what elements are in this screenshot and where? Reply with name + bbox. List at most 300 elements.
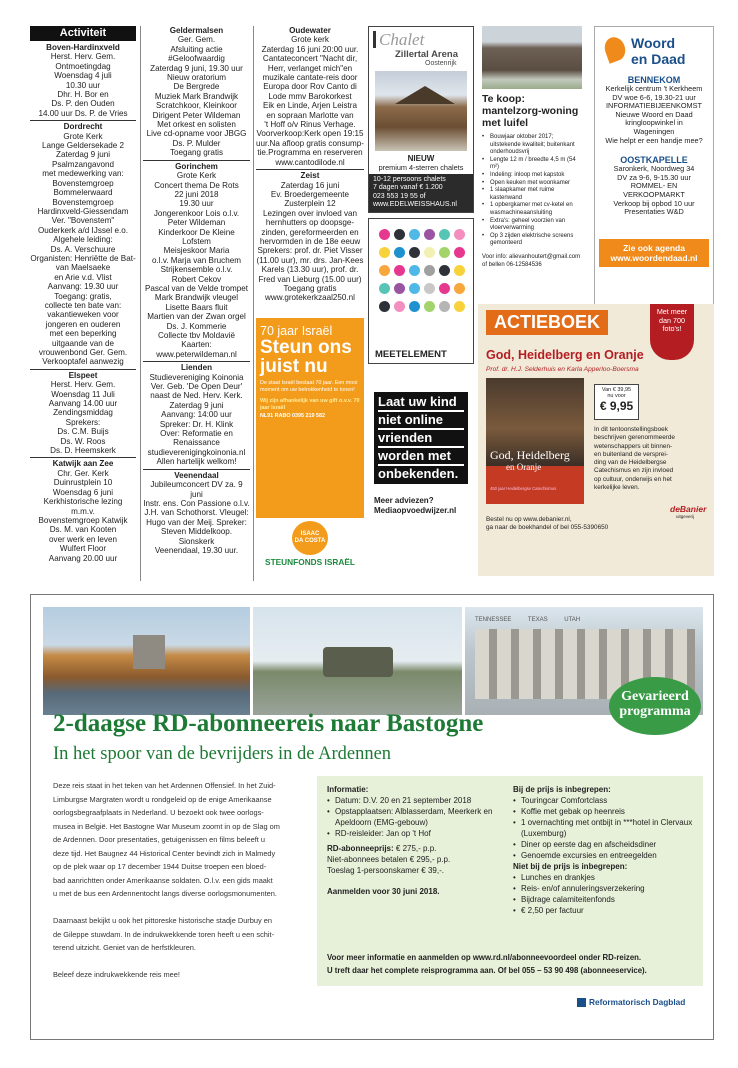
bullet-icon: • xyxy=(327,807,330,816)
event-line: Grote Kerk xyxy=(176,171,217,181)
body-line: bad aanrichtten onder Amerikaanse soldaten. O.l.v. een gids maakt xyxy=(53,875,273,885)
reis-footer-1: Voor meer informatie en aanmelden op www.rd.nl/abonneevoordeel onder RD-reizen. xyxy=(327,953,642,962)
color-dot xyxy=(454,265,465,276)
event-line: Zaterdag 16 juni xyxy=(280,180,340,190)
list-item: Genoemde excursies en entreegelden • xyxy=(513,851,657,860)
list-item: Open keuken met woonkamer • xyxy=(482,179,571,186)
color-dot xyxy=(439,247,450,258)
online-line-5: onbekenden. xyxy=(378,466,459,481)
info-title: Informatie: xyxy=(327,785,369,794)
incl-title: Bij de prijs is inbegrepen: xyxy=(513,785,611,794)
list-item: 1 opbergkamer met cv-ketel en wasmachineaansluiting • xyxy=(482,202,573,216)
list-item: Nieuwe Woord en Daad xyxy=(615,109,693,119)
event-line: Jubileumconcert DV za. 9 juni xyxy=(150,480,243,499)
event-line: Ger. Gem. xyxy=(177,35,216,45)
event-line: uitgaande van de xyxy=(51,338,115,348)
event-line: 14.00 uur Ds. P. de Vries xyxy=(38,108,128,118)
event-line: Studievereniging Koinonia xyxy=(149,372,244,382)
old-price: Van € 39,95 xyxy=(601,387,632,393)
bullet-icon: • xyxy=(482,179,485,186)
event-line: Woensdag 6 juni xyxy=(52,487,114,497)
event-line: J.H. van Schothorst. Vleugel: xyxy=(144,508,249,518)
event-line: Instr. ens. Con Passione o.l.v. xyxy=(143,498,250,508)
list-item: Presentaties W&D xyxy=(624,207,684,217)
event-line: hervormden in de 18e eeuw xyxy=(259,236,361,246)
meetelement-label: MEETELEMENT xyxy=(375,349,447,360)
info-left xyxy=(327,784,507,897)
event-line: Herst. Herv. Gem. xyxy=(50,52,116,62)
list-item: 1 slaapkamer met ruime kastenwand • xyxy=(482,187,555,201)
event-line: Zaterdag 9 juni xyxy=(56,150,110,160)
body-line: Limburgse Margraten wordt u rondgeleid op de enige Amerikaanse xyxy=(53,794,272,804)
excl-list xyxy=(513,872,699,916)
list-item: kringloopwinkel in xyxy=(625,118,683,128)
event-line: hernhutters op doopsge- xyxy=(265,218,355,228)
event-line: Over: Reformatie en xyxy=(160,429,233,439)
event-line: Concert thema De Rots xyxy=(154,180,239,190)
list-item: Op 3 zijden elektrische screens gemonteerd • xyxy=(482,232,574,247)
color-dot xyxy=(439,283,450,294)
actieboek-authors: Prof. dr. H.J. Selderhuis en Karla Apperloo-Boersma xyxy=(486,366,639,373)
list-item: ding van de Heidelbergse xyxy=(594,459,667,467)
event-line: De Bergrede xyxy=(173,82,220,92)
bullet-icon: • xyxy=(327,829,330,838)
woning-ad xyxy=(478,26,586,306)
list-item: Indeling: inloop met kapstok • xyxy=(482,171,565,178)
event-title: Zeist xyxy=(300,171,320,181)
color-dot xyxy=(394,301,405,312)
chalet-line-1: 10-12 persoons chalets xyxy=(373,176,446,183)
bullet-icon: • xyxy=(482,171,485,178)
reis-ad xyxy=(30,594,714,1040)
color-dot xyxy=(394,265,405,276)
bullet-icon: • xyxy=(513,851,516,860)
bullet-icon: • xyxy=(482,134,485,140)
color-dot xyxy=(454,283,465,294)
israel-ad xyxy=(256,318,364,576)
bullet-icon: • xyxy=(513,796,516,805)
actieboek-banner: ACTIEBOEK xyxy=(486,310,608,335)
new-price: € 9,95 xyxy=(599,399,634,413)
israel-logo-name: STEUNFONDS ISRAËL xyxy=(265,557,355,567)
israel-iban: NL91 RABO 0395 219 582 xyxy=(260,413,326,419)
israel-text-2: Wij zijn afhankelijk van uw gift o.v.v. 70 jaar Israël xyxy=(260,398,360,411)
book-cover-subtitle: 450 jaar Heidelbergse Catechismus xyxy=(490,486,557,491)
event-line: 22 juni 2018 xyxy=(174,189,219,199)
color-dot xyxy=(409,265,420,276)
event-line: Ds. D. Heemskerk xyxy=(50,446,116,456)
list-item: Touringcar Comfortclass • xyxy=(513,796,608,805)
chalet-web: www.EDELWEISSHAUS.nl xyxy=(373,201,457,209)
rd-logo-text: Reformatorisch Dagblad xyxy=(589,997,686,1007)
event-line: Europa door Rov Canto di xyxy=(263,82,357,92)
event-line: vakantieweken voor xyxy=(47,310,119,320)
event-title: Katwijk aan Zee xyxy=(52,459,114,469)
israel-top: 70 jaar Israël xyxy=(260,324,333,338)
list-item: Extra's: geheel voorzien van vloerverwarming • xyxy=(482,217,566,232)
actieboek-sticker xyxy=(650,304,694,360)
event-line: Robert Cekov xyxy=(171,274,222,284)
color-dot xyxy=(424,229,435,240)
list-item: Lunches en drankjes • xyxy=(513,873,595,882)
color-dots-grid xyxy=(379,229,465,329)
event-line: Psalmzangavond xyxy=(51,159,115,169)
event-title: Oudewater xyxy=(289,26,331,35)
info-right xyxy=(513,784,699,916)
badge xyxy=(609,677,701,735)
event-line: Toegang gratis xyxy=(169,148,224,158)
body-line: u met de bus een Ardennentocht langs diverse oorlogsmonumenten. xyxy=(53,889,277,898)
event-line: uur.Na afloop gratis consump- xyxy=(256,138,364,148)
body-line: Beleef deze indrukwekkende reis mee! xyxy=(53,970,180,979)
color-dot xyxy=(409,229,420,240)
list-item: RD-reisleider: Jan op 't Hof • xyxy=(327,829,431,838)
event-line: Ev. Broedergemeente xyxy=(270,189,350,199)
info-panel xyxy=(317,776,703,986)
woning-contact: Voor info: alievanhoutert@gmail.com of bellen 06-12584536 xyxy=(482,253,581,268)
event-title: Elspeet xyxy=(68,370,98,380)
event-line: www.cantodilode.nl xyxy=(275,157,345,167)
body-line: terend uitzicht. Geniet van de herfstkleuren. xyxy=(53,943,196,952)
list-item: Bouwjaar oktober 2017; uitstekende kwaliteit; buitenkant onderhoudsvrij • xyxy=(482,134,575,156)
color-dot xyxy=(394,247,405,258)
event-line: Lode mmv Barokorkest xyxy=(268,91,352,101)
event-line: Dhr. H. Bor en xyxy=(57,90,109,100)
event-line: Strijkensemble o.l.v. xyxy=(160,265,233,275)
chalet-line-2: 7 dagen vanaf € 1.200 xyxy=(373,184,443,192)
event-line: Ds. A. Verschuure xyxy=(50,244,116,254)
event-line: collecte ten bate van: xyxy=(44,300,122,310)
color-dot xyxy=(409,247,420,258)
entry-divider xyxy=(30,369,136,370)
event-title: Boven-Hardinxveld xyxy=(46,43,120,52)
event-line: Hugo van der Meij. Spreker: xyxy=(146,517,247,527)
price-tag xyxy=(594,384,639,420)
event-line: Muziek Mark Brandwijk xyxy=(154,91,239,101)
chalet-new: NIEUW xyxy=(407,154,435,163)
israel-logo-area xyxy=(256,518,364,576)
bullet-icon: • xyxy=(327,796,330,805)
woning-photo xyxy=(482,26,582,89)
list-item: Kerkelijk centrum 't Kerkheem xyxy=(605,84,703,93)
woning-title: Te koop: mantelzorg-woning met luifel xyxy=(482,93,579,129)
event-line: Kerkhistorische lezing xyxy=(43,497,123,507)
body-line: deze tijd. Het Baugnez 44 Historical Center bevindt zich in Malmedy xyxy=(53,848,276,858)
column-divider xyxy=(140,26,141,581)
color-dot xyxy=(454,301,465,312)
color-dot xyxy=(409,301,420,312)
event-line: Chr. Ger. Kerk xyxy=(57,468,109,478)
event-line: jongeren en ouderen xyxy=(45,319,121,329)
chalet-photo xyxy=(375,71,467,151)
color-dot xyxy=(424,265,435,276)
event-line: Toegang gratis xyxy=(283,283,337,293)
price-nu: nu voor xyxy=(607,393,626,399)
event-line: Ouderkerk a/d IJssel e.o. xyxy=(38,225,128,235)
entry-divider xyxy=(256,169,364,170)
event-title: Gorinchem xyxy=(175,161,218,171)
price-single-room: Toeslag 1-persoonskamer € 39,-. xyxy=(327,866,444,875)
event-line: Veenendaal, 19.30 uur. xyxy=(154,545,239,555)
list-item: op cultuur, onderwijs en het xyxy=(594,475,672,483)
debanier-logo: deBanier xyxy=(670,504,707,514)
event-line: Renaissance xyxy=(173,438,220,448)
event-line: Scratchkoor, Kleinkoor xyxy=(156,101,237,111)
event-line: Nieuw oratorium xyxy=(167,73,226,83)
event-line: Ds. M. van Kooten xyxy=(49,525,117,535)
list-item: INFORMATIEBIJEENKOMST xyxy=(606,101,702,111)
event-line: Verkooptafel aanwezig xyxy=(42,357,124,367)
event-line: Ds. W. Roos xyxy=(60,436,106,446)
color-dot xyxy=(409,283,420,294)
list-item: kerkelijke leven. xyxy=(594,484,640,492)
event-line: #Geloofwaardig xyxy=(168,54,225,64)
isaac-logo-icon xyxy=(292,521,328,555)
event-line: Duinrustplein 10 xyxy=(53,478,113,488)
event-line: naast de Ned. Herv. Kerk. xyxy=(150,391,243,401)
bullet-icon: • xyxy=(513,807,516,816)
event-line: Woensdag 4 juli xyxy=(54,71,112,81)
bullet-icon: • xyxy=(513,884,516,893)
online-line-4: worden met xyxy=(378,448,464,466)
list-item: Lengte 12 m / breedte 4,5 m (54 m²) • xyxy=(482,156,576,171)
list-item: en buitenland de versprei- xyxy=(594,450,668,458)
event-line: Zendingsmiddag xyxy=(53,408,113,418)
event-line: Sprekers: xyxy=(65,417,101,427)
bullet-icon: • xyxy=(482,187,485,194)
bullet-icon: • xyxy=(513,895,516,904)
event-line: Peter Wildeman xyxy=(167,218,226,228)
list-item: Wageningen xyxy=(633,126,675,136)
online-web: Mediaopvoedwijzer.nl xyxy=(374,506,457,515)
event-line: (11.00 uur), mr. drs. Jan-Kees xyxy=(256,255,364,265)
event-line: muzikale cantate-reis door xyxy=(262,73,358,83)
order-line-1: Bestel nu op www.debanier.nl, xyxy=(486,516,572,523)
event-line: Toegang: gratis, xyxy=(54,291,112,301)
entry-divider xyxy=(30,120,136,121)
event-line: Ds. J. Kommerie xyxy=(166,321,227,331)
price-label: RD-abonneeprijs: xyxy=(327,844,394,853)
list-item: Saronkerk, Noordweg 34 xyxy=(613,164,695,174)
event-line: Met orkest en solisten xyxy=(157,120,236,130)
price-non-subscriber: Niet-abonnees betalen € 295,- p.p. xyxy=(327,855,451,864)
list-item: Koffie met gebak op heenreis • xyxy=(513,807,625,816)
chalet-info xyxy=(369,174,473,212)
event-line: Aanvang 14.00 uur xyxy=(48,399,118,409)
agenda-button[interactable] xyxy=(599,239,709,267)
event-line: Lange Geldersekade 2 xyxy=(42,141,124,151)
event-line: Meisjeskoor Maria xyxy=(163,246,230,256)
color-dot xyxy=(454,247,465,258)
event-line: Bovenstemgroep xyxy=(52,197,114,207)
agenda-button-line-2: www.woordendaad.nl xyxy=(610,252,698,263)
reis-subtitle: In het spoor van de bevrijders in de Ardennen xyxy=(53,744,392,764)
color-dot xyxy=(379,283,390,294)
body-line xyxy=(53,901,313,915)
event-line: Mark Brandwijk vleugel xyxy=(154,293,239,303)
event-line: en Arie v.d. Vlist xyxy=(54,272,112,282)
event-line: Bommelerwaard xyxy=(53,188,113,198)
price-value: € 275,- p.p. xyxy=(395,844,437,853)
actieboek-description xyxy=(594,426,708,492)
event-title: Veenendaal xyxy=(174,470,219,480)
online-line-3: vrienden xyxy=(378,430,464,448)
book-cover-title-2: en Oranje xyxy=(506,462,542,472)
event-line: Aanvang: 19.30 uur xyxy=(47,282,119,292)
agenda-button-line-1: Zie ook agenda xyxy=(623,242,685,253)
photo-castle xyxy=(43,607,250,715)
event-line: Ds. C.M. Buijs xyxy=(57,427,109,437)
reis-title: 2-daagse RD-abonneereis naar Bastogne xyxy=(53,710,484,737)
event-line: Voorverkoop:Kerk open 19:15 xyxy=(256,129,364,139)
woning-features-list xyxy=(482,134,582,248)
list-item: beschrijven gerenommeerde xyxy=(594,434,675,442)
color-dot xyxy=(394,229,405,240)
event-line: Collecte tbv Moldavië xyxy=(158,331,235,340)
incl-list xyxy=(513,795,699,861)
entry-divider xyxy=(30,457,136,458)
reis-body-text xyxy=(53,779,313,982)
info-list xyxy=(327,795,507,839)
column-divider xyxy=(253,26,254,581)
color-dot xyxy=(379,229,390,240)
online-line-2: niet online xyxy=(378,412,464,430)
actieboek-ad xyxy=(478,304,714,576)
body-line: musea in België. Het Bastogne War Museum zoomt in op de Slag om xyxy=(53,821,280,831)
event-line: Zusterplein 12 xyxy=(284,199,336,209)
event-line: Karels (13.30 uur), prof. dr. xyxy=(261,265,359,275)
bennekom-details xyxy=(595,85,713,145)
bullet-icon: • xyxy=(513,818,516,827)
event-line: Jongerenkoor Lois o.l.v. xyxy=(153,208,240,218)
rd-logo-icon xyxy=(577,998,586,1007)
body-line: de Gileppe stuwdam. In de indrukwekkende toren heeft u een schit- xyxy=(53,929,275,939)
event-line: Kaarten: xyxy=(181,340,212,350)
agenda-column-1 xyxy=(30,43,136,581)
event-line: Martien van der Zwan orgel xyxy=(147,312,246,322)
bennekom-title: BENNEKOM xyxy=(627,75,681,85)
event-line: Afsluiting actie xyxy=(170,44,223,54)
color-dot xyxy=(439,265,450,276)
event-line: Grote Kerk xyxy=(63,131,103,141)
entry-divider xyxy=(143,160,250,161)
list-item: DV woe 6-6, 19.30-21 uur xyxy=(612,92,696,102)
event-line: Lezingen over invloed van xyxy=(262,208,358,218)
chalet-subtitle: premium 4-sterren chalets xyxy=(378,163,464,172)
event-line: Cantateconcert "Nacht dir, xyxy=(262,54,358,64)
bullet-icon: • xyxy=(513,906,516,915)
body-line: Daarnaast bekijkt u ook het pittoreske historische stadje Durbuy en xyxy=(53,916,272,925)
event-title: Lienden xyxy=(180,363,213,373)
event-line: Lisette Baars fluit xyxy=(165,302,228,312)
chalet-phone: 023 553 19 55 of xyxy=(373,192,426,200)
event-line: Ds. P. den Ouden xyxy=(51,99,115,109)
event-line: Sprekers: prof. dr. Piet Visser xyxy=(257,246,363,256)
bullet-icon: • xyxy=(482,217,485,224)
bullet-icon: • xyxy=(482,156,485,163)
list-item: ROMMEL- EN xyxy=(630,181,678,191)
event-line: Bovenstemgroep xyxy=(52,178,114,188)
debanier-logo-sub: uitgeverij xyxy=(676,514,695,519)
event-line: Organisten: Henriëtte de Bat- xyxy=(30,253,136,263)
logo-line-1: ISAAC xyxy=(300,531,320,537)
event-title: Dordrecht xyxy=(63,122,103,132)
list-item: In dit tentoonstellingsboek xyxy=(594,426,668,433)
book-cover-title-1: God, Heidelberg xyxy=(490,448,570,462)
event-line: Eik en Linde, Arjen Leistra xyxy=(262,101,358,111)
event-line: Lofstem xyxy=(182,236,211,246)
event-line: over werk en leven xyxy=(49,534,117,544)
israel-heading-1: Steun ons xyxy=(260,337,352,358)
activiteit-header: Activiteit xyxy=(30,26,136,41)
event-line: en sopraan Marlotte van xyxy=(266,110,354,120)
sticker-line-2: dan 700 xyxy=(659,315,685,325)
logo-word-2: en Daad xyxy=(631,51,686,67)
event-line: Fred van Lieburg (15.00 uur) xyxy=(258,274,362,284)
sticker-line-3: foto's! xyxy=(662,324,682,333)
badge-line-2: programma xyxy=(619,704,691,719)
bullet-icon: • xyxy=(513,873,516,882)
woord-en-daad-ad xyxy=(594,26,714,306)
list-item: DV za 9-6, 9-15.30 uur xyxy=(617,172,691,182)
event-line: Zaterdag 9 juni, 19.30 uur xyxy=(150,63,243,73)
event-line: Ver. "Bovenstem" xyxy=(51,216,115,226)
chalet-ad xyxy=(368,26,474,213)
event-line: Zaterdag 16 juni 20:00 uur. xyxy=(261,44,359,54)
aanmelden-deadline: Aanmelden voor 30 juni 2018. xyxy=(327,887,440,896)
bullet-icon: • xyxy=(482,232,485,239)
event-line: o.l.v. Marja van Bruchem xyxy=(152,255,241,265)
event-line: Herst. Herv. Gem. xyxy=(50,380,116,390)
event-line: m.m.v. xyxy=(71,506,95,516)
israel-heading-2: juist nu xyxy=(260,356,328,377)
oostkapelle-details xyxy=(595,165,713,217)
list-item: Reis- en/of annuleringsverzekering • xyxy=(513,884,645,893)
tank-shape xyxy=(323,647,393,677)
color-dot xyxy=(394,283,405,294)
event-line: Aanvang: 14:00 uur xyxy=(161,410,232,420)
color-dot xyxy=(424,301,435,312)
event-line: Allen hartelijk welkom! xyxy=(156,457,237,467)
logo-line-2: DA COSTA xyxy=(294,538,326,544)
bullet-icon: • xyxy=(513,840,516,849)
price-block xyxy=(327,843,507,854)
online-line-1: Laat uw kind xyxy=(378,394,464,412)
event-line: met een beperking xyxy=(49,329,117,339)
chalet-arena: Zillertal Arena xyxy=(395,49,459,60)
event-line: Ds. P. Mulder xyxy=(172,138,221,148)
photo-tank xyxy=(253,607,462,715)
chalet-country: Oostenrijk xyxy=(425,60,457,67)
color-dot xyxy=(424,283,435,294)
event-line: Hardinxveld-Giessendam xyxy=(37,206,129,216)
list-item: VERKOOPMARKT xyxy=(623,189,685,199)
oostkapelle-title: OOSTKAPELLE xyxy=(620,155,688,166)
israel-text: De staat Israël bestaat 70 jaar. Een mooi moment om uw betrokkenheid te tonen! xyxy=(260,380,358,393)
castle-shape xyxy=(133,635,165,669)
event-line: Algehele leiding: xyxy=(53,235,113,245)
event-line: Woensdag 11 Juli xyxy=(51,389,115,399)
event-line: Bovenstemgroep Katwijk xyxy=(38,515,128,525)
list-item: € 2,50 per factuur • xyxy=(513,906,584,915)
event-line: Aanvang 20.00 uur xyxy=(48,553,118,563)
badge-line-1: Gevarieerd xyxy=(621,689,689,704)
color-dot xyxy=(439,301,450,312)
chalet-logo xyxy=(373,31,469,65)
event-line: Dirigent Peter Wildeman xyxy=(152,110,241,120)
event-line: zinden, gereformeerden en xyxy=(261,227,359,237)
event-line: vrouwenbond Ger. Gem. xyxy=(38,348,128,357)
